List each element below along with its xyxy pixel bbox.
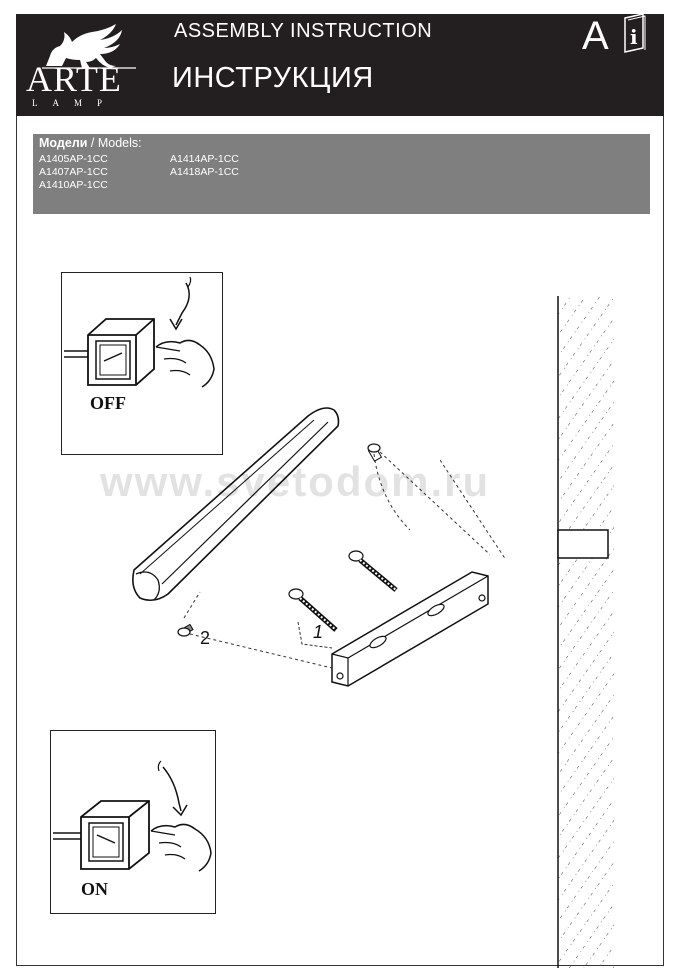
switch-on-panel bbox=[50, 730, 216, 914]
model-item: A1410AP-1CC bbox=[39, 179, 108, 191]
models-heading-ru: Модели bbox=[39, 136, 88, 150]
models-heading-separator: / bbox=[87, 136, 98, 150]
model-item: A1418AP-1CC bbox=[170, 166, 239, 178]
info-book-icon bbox=[622, 14, 648, 54]
model-item: A1405AP-1CC bbox=[39, 153, 108, 165]
svg-text:i: i bbox=[630, 25, 638, 49]
models-heading-en: Models: bbox=[97, 136, 142, 150]
title-russian: ИНСТРУКЦИЯ bbox=[172, 62, 374, 94]
title-english: ASSEMBLY INSTRUCTION bbox=[174, 20, 433, 42]
watermark: www.svetodom.ru bbox=[100, 458, 491, 505]
logo-text: ARTE bbox=[26, 59, 122, 99]
on-label: ON bbox=[81, 879, 108, 899]
models-heading bbox=[39, 136, 142, 150]
models-box bbox=[33, 134, 650, 214]
wall-bracket bbox=[332, 572, 488, 686]
step-1-label: 1 bbox=[313, 622, 324, 642]
step-2-label: 2 bbox=[200, 628, 211, 648]
header-bar bbox=[16, 14, 664, 116]
wall-section bbox=[556, 296, 626, 976]
switch-on-illustration bbox=[51, 731, 215, 913]
long-screw-2-icon bbox=[349, 551, 396, 590]
model-item: A1407AP-1CC bbox=[39, 166, 108, 178]
section-letter: A bbox=[582, 14, 609, 58]
logo-subtext: LAMP bbox=[32, 98, 118, 108]
step-2-guide-line bbox=[180, 590, 220, 620]
off-label: OFF bbox=[90, 393, 126, 413]
models-column-1 bbox=[39, 153, 108, 192]
step-1-leader bbox=[296, 620, 336, 650]
model-item: A1414AP-1CC bbox=[170, 153, 239, 165]
models-column-2 bbox=[170, 153, 239, 179]
